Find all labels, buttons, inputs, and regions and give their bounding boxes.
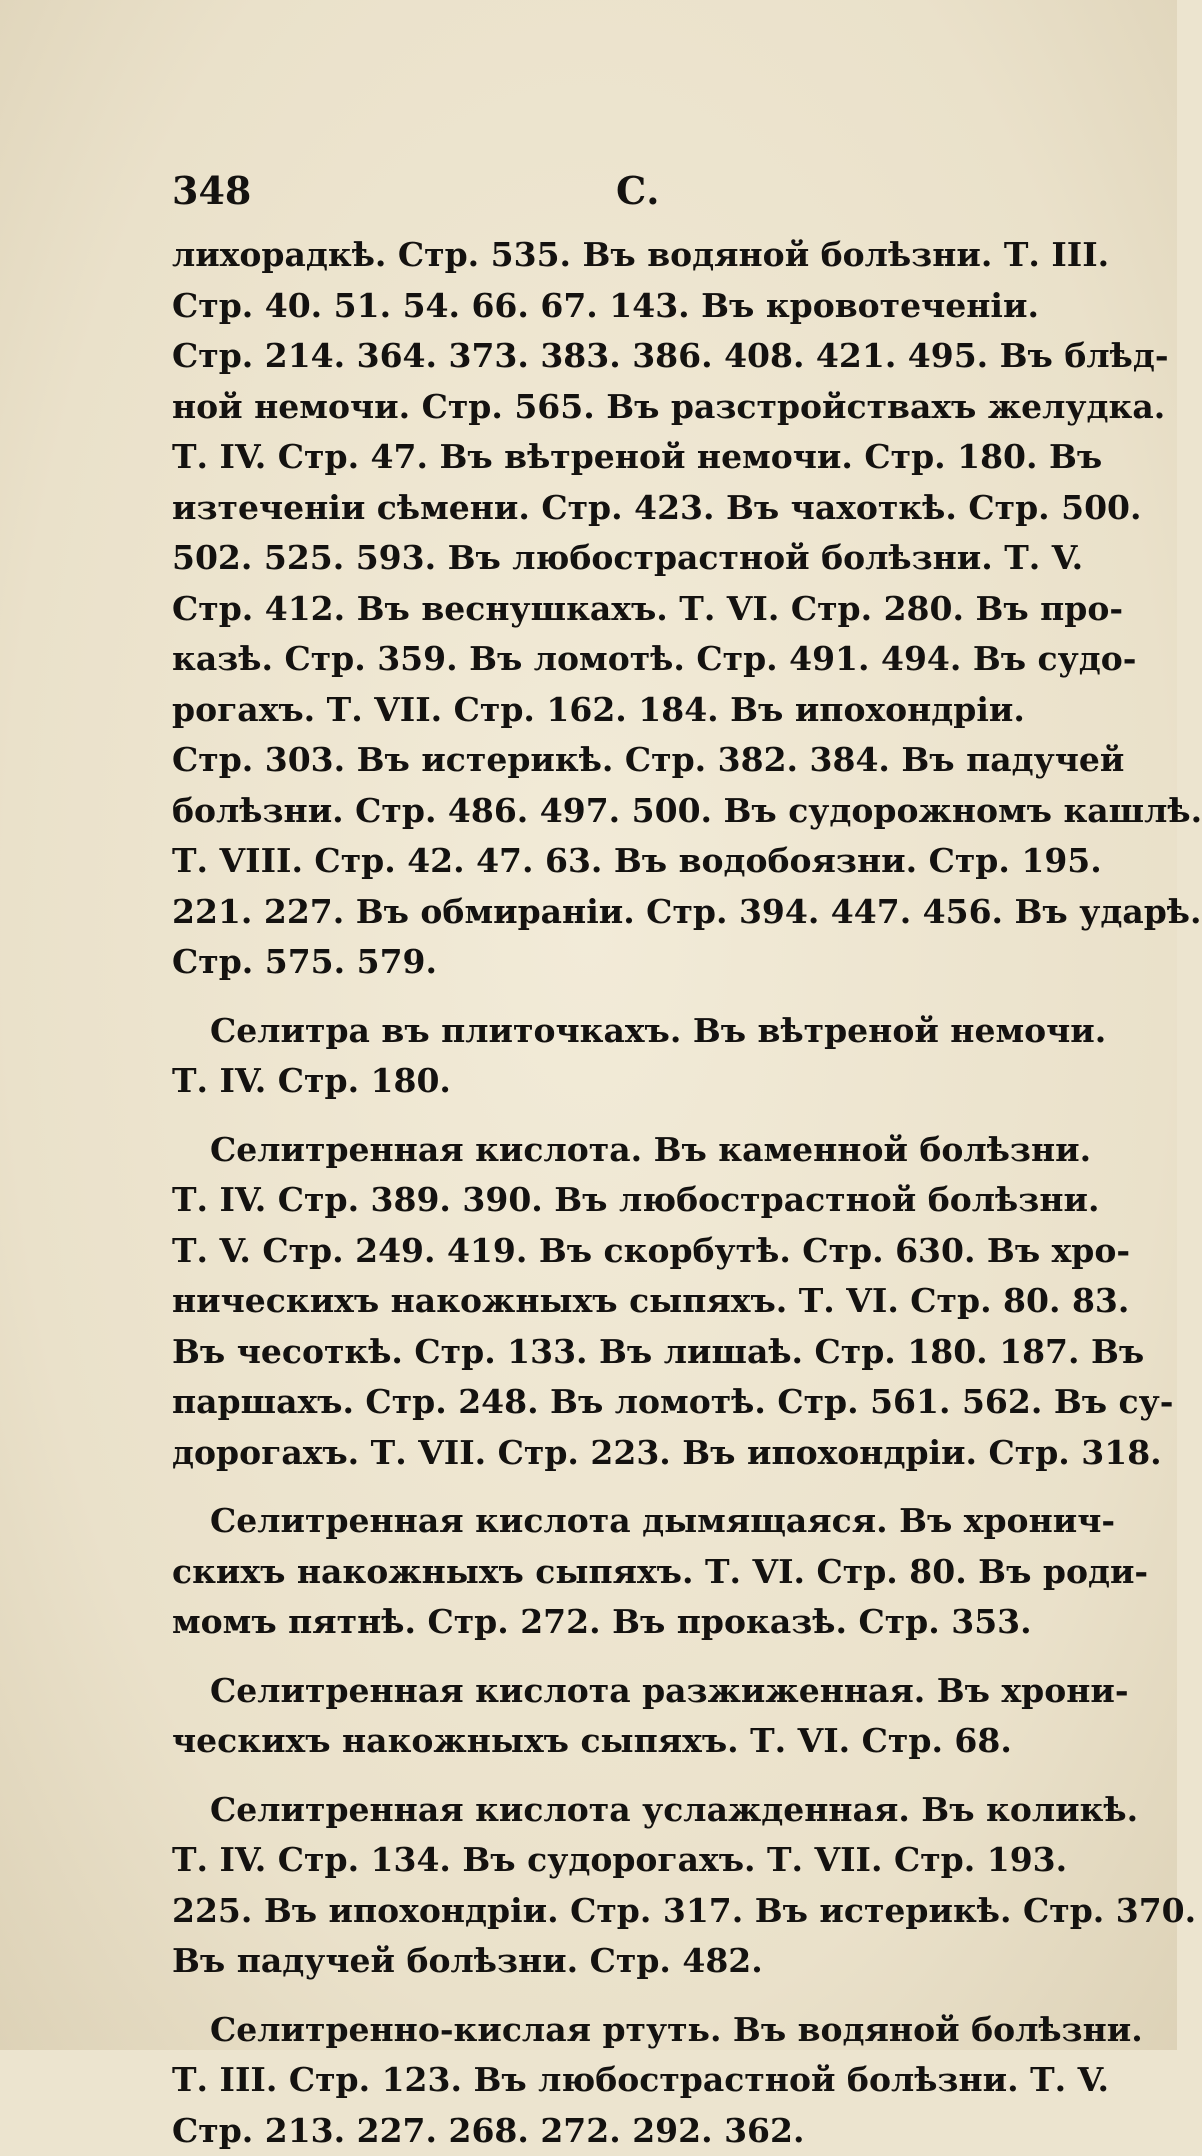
running-head — [172, 168, 1067, 230]
entry-heading-line: Селитра въ плиточкахъ. Въ вѣтреной немочи. — [172, 1006, 1067, 1057]
text-line: дорогахъ. Т. VII. Стр. 223. Въ ипохондріи. Стр. 318. — [172, 1428, 1067, 1479]
text-line: Стр. 40. 51. 54. 66. 67. 143. Въ кровотеченіи. — [172, 281, 1067, 332]
text-line: ной немочи. Стр. 565. Въ разстройствахъ желудка. — [172, 382, 1067, 433]
text-line: ническихъ накожныхъ сыпяхъ. Т. VI. Стр. 80. 83. — [172, 1276, 1067, 1327]
text-line: Т. IV. Стр. 47. Въ вѣтреной немочи. Стр. 180. Въ — [172, 432, 1067, 483]
index-entry — [172, 1006, 1067, 1107]
text-line: 221. 227. Въ обмираніи. Стр. 394. 447. 456. Въ ударѣ. — [172, 887, 1067, 938]
text-line: Въ падучей болѣзни. Стр. 482. — [172, 1936, 1067, 1987]
text-line: Стр. 214. 364. 373. 383. 386. 408. 421. 495. Въ блѣд- — [172, 331, 1067, 382]
entry-heading-line: Селитренная кислота. Въ каменной болѣзни. — [172, 1125, 1067, 1176]
section-letter: С. — [616, 168, 659, 213]
entry-heading-line: Селитренная кислота разжиженная. Въ хрони- — [172, 1666, 1067, 1717]
entry-heading-line: Селитренно-кислая ртуть. Въ водяной болѣзни. — [172, 2005, 1067, 2056]
entry-heading-line: Селитренная кислота услажденная. Въ коликѣ. — [172, 1785, 1067, 1836]
index-entry — [172, 1125, 1067, 1479]
text-line: Стр. 303. Въ истерикѣ. Стр. 382. 384. Въ падучей — [172, 735, 1067, 786]
text-line: казѣ. Стр. 359. Въ ломотѣ. Стр. 491. 494. Въ судо- — [172, 634, 1067, 685]
text-line: ческихъ накожныхъ сыпяхъ. Т. VI. Стр. 68. — [172, 1716, 1067, 1767]
text-line: паршахъ. Стр. 248. Въ ломотѣ. Стр. 561. 562. Въ су- — [172, 1377, 1067, 1428]
text-line: 225. Въ ипохондріи. Стр. 317. Въ истерикѣ. Стр. 370. — [172, 1886, 1067, 1937]
text-line: момъ пятнѣ. Стр. 272. Въ проказѣ. Стр. 353. — [172, 1597, 1067, 1648]
text-line: Стр. 575. 579. — [172, 937, 1067, 988]
text-line: Т. IV. Стр. 180. — [172, 1056, 1067, 1107]
text-line: Т. IV. Стр. 134. Въ судорогахъ. Т. VII. Стр. 193. — [172, 1835, 1067, 1886]
index-entry — [172, 2005, 1067, 2156]
text-line: Стр. 412. Въ веснушкахъ. Т. VI. Стр. 280. Въ про- — [172, 584, 1067, 635]
text-line: скихъ накожныхъ сыпяхъ. Т. VI. Стр. 80. Въ роди- — [172, 1547, 1067, 1598]
text-line: 502. 525. 593. Въ любострастной болѣзни. Т. V. — [172, 533, 1067, 584]
page-number: 348 — [172, 168, 251, 213]
entry-continuation — [172, 230, 1067, 988]
text-line: Т. VIII. Стр. 42. 47. 63. Въ водобоязни. Стр. 195. — [172, 836, 1067, 887]
text-line: Стр. 213. 227. 268. 272. 292. 362. — [172, 2106, 1067, 2156]
text-line: Т. IV. Стр. 389. 390. Въ любострастной болѣзни. — [172, 1175, 1067, 1226]
text-line: лихорадкѣ. Стр. 535. Въ водяной болѣзни. Т. III. — [172, 230, 1067, 281]
text-line: Т. III. Стр. 123. Въ любострастной болѣзни. Т. V. — [172, 2055, 1067, 2106]
index-entry — [172, 1666, 1067, 1767]
text-line: Въ чесоткѣ. Стр. 133. Въ лишаѣ. Стр. 180. 187. Въ — [172, 1327, 1067, 1378]
entry-heading-line: Селитренная кислота дымящаяся. Въ хронич- — [172, 1496, 1067, 1547]
index-entry — [172, 1496, 1067, 1648]
index-entry — [172, 1785, 1067, 1987]
text-line: Т. V. Стр. 249. 419. Въ скорбутѣ. Стр. 630. Въ хро- — [172, 1226, 1067, 1277]
text-line: рогахъ. Т. VII. Стр. 162. 184. Въ ипохондріи. — [172, 685, 1067, 736]
text-line: болѣзни. Стр. 486. 497. 500. Въ судорожномъ кашлѣ. — [172, 786, 1067, 837]
text-line: изтеченіи сѣмени. Стр. 423. Въ чахоткѣ. Стр. 500. — [172, 483, 1067, 534]
